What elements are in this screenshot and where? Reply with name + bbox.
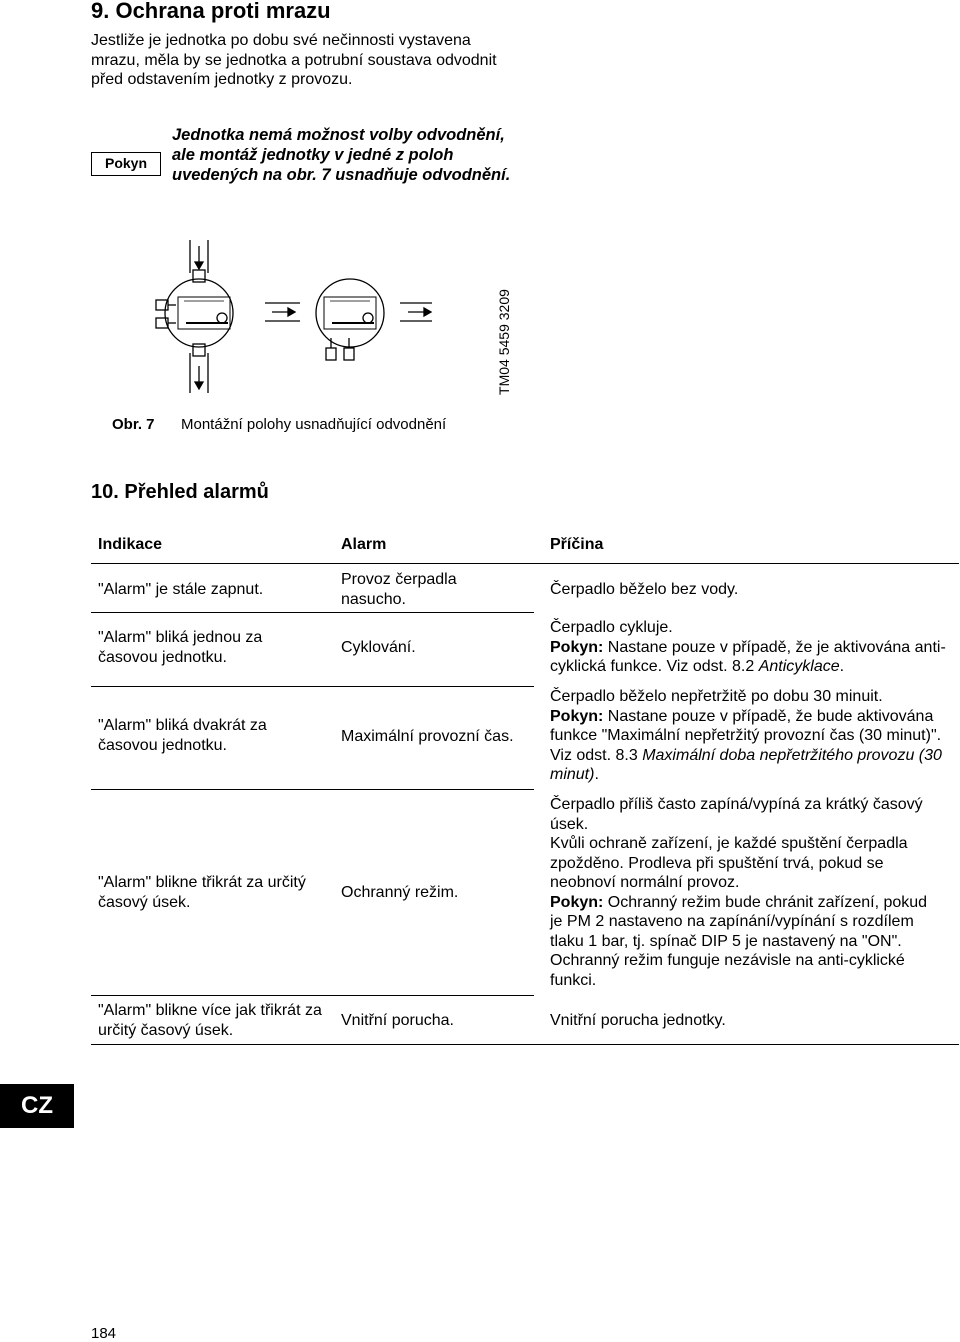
header-alarm: Alarm bbox=[341, 536, 387, 553]
row5-indication: "Alarm" blikne více jak třikrát za určitý časový úsek. bbox=[98, 1002, 322, 1039]
header-indication: Indikace bbox=[98, 536, 163, 553]
alarm-table-header bbox=[91, 527, 959, 564]
row2-cause-note bbox=[550, 638, 955, 677]
row3-pokyn-end: . bbox=[594, 766, 599, 783]
row2-pokyn-label: Pokyn: bbox=[550, 638, 604, 656]
language-badge: CZ bbox=[0, 1084, 74, 1128]
row4-cause-note bbox=[550, 893, 940, 991]
row1-indication: "Alarm" je stále zapnut. bbox=[98, 581, 264, 598]
row-divider bbox=[91, 686, 534, 687]
row1-alarm: Provoz čerpadla nasucho. bbox=[341, 571, 457, 608]
row3-alarm: Maximální provozní čas. bbox=[341, 728, 514, 745]
row4-cause-line2: Kvůli ochraně zařízení, je každé spuštění čerpadla zpožděno. Prodleva při spuštění trvá, pokud se neobnoví normální provoz. bbox=[550, 835, 908, 891]
header-cause: Příčina bbox=[550, 536, 604, 553]
section-10-title: 10. Přehled alarmů bbox=[91, 481, 269, 503]
section-9-title: 9. Ochrana proti mrazu bbox=[91, 0, 331, 23]
row2-pokyn-end: . bbox=[839, 658, 845, 675]
row-divider bbox=[91, 789, 534, 790]
row2-cause bbox=[550, 618, 955, 677]
row2-pokyn-ref: Anticyklace bbox=[758, 658, 840, 675]
row2-cause-line: Čerpadlo cykluje. bbox=[550, 619, 673, 636]
unit-vertical-drawing bbox=[156, 240, 233, 393]
mounting-positions-figure bbox=[150, 238, 440, 398]
row3-cause-note bbox=[550, 707, 955, 785]
figure-code: TM04 5459 3209 bbox=[496, 289, 512, 395]
page-number: 184 bbox=[91, 1325, 117, 1342]
row3-indication: "Alarm" bliká dvakrát za časovou jednotku. bbox=[98, 717, 267, 754]
table-bottom-rule bbox=[91, 1044, 959, 1045]
row2-alarm: Cyklování. bbox=[341, 639, 416, 656]
figure-caption-number: Obr. 7 bbox=[112, 416, 155, 433]
row3-pokyn-ref: Maximální doba nepřetržitého provozu (30 minut) bbox=[550, 746, 942, 783]
row3-pokyn-label: Pokyn: bbox=[550, 707, 604, 725]
row3-pokyn-text: Nastane pouze v případě, že bude aktivována funkce "Maximální nepřetržitý provozní čas (30 minut)". Viz odst. 8.3 bbox=[550, 707, 942, 764]
section-9-paragraph: Jestliže je jednotka po dobu své nečinnosti vystavena mrazu, měla by se jednotka a potrubní soustava odvodnit před odstavením jednotky z provozu. bbox=[91, 32, 497, 88]
row4-pokyn-label: Pokyn: bbox=[550, 893, 604, 911]
row5-alarm: Vnitřní porucha. bbox=[341, 1012, 454, 1029]
note-text: Jednotka nemá možnost volby odvodnění, ale montáž jednotky v jedné z poloh uvedených na obr. 7 usnadňuje odvodnění. bbox=[172, 126, 511, 184]
figure-caption-text: Montážní polohy usnadňující odvodnění bbox=[181, 416, 447, 433]
row4-cause-line1: Čerpadlo příliš často zapíná/vypíná za krátký časový úsek. bbox=[550, 796, 923, 833]
row1-cause: Čerpadlo běželo bez vody. bbox=[550, 581, 739, 598]
row2-indication: "Alarm" bliká jednou za časovou jednotku. bbox=[98, 629, 263, 666]
row3-cause bbox=[550, 687, 955, 785]
row4-cause bbox=[550, 795, 940, 990]
row3-cause-line: Čerpadlo běželo nepřetržitě po dobu 30 minuit. bbox=[550, 688, 883, 705]
note-label-box: Pokyn bbox=[91, 152, 161, 176]
row-divider bbox=[91, 612, 534, 613]
row4-indication: "Alarm" blikne třikrát za určitý časový úsek. bbox=[98, 874, 306, 911]
unit-horizontal-drawing bbox=[265, 279, 432, 360]
row4-alarm: Ochranný režim. bbox=[341, 884, 459, 901]
row2-pokyn-text: Nastane pouze v případě, že je aktivována anti-cyklická funkce. Viz odst. 8.2 bbox=[550, 638, 946, 675]
row5-cause: Vnitřní porucha jednotky. bbox=[550, 1012, 726, 1029]
row4-pokyn-text: Ochranný režim bude chránit zařízení, pokud je PM 2 nastaveno na zapínání/vypínání s rozdílem tlaku 1 bar, tj. spínač DIP 5 je nastavený na "ON". Ochranný režim funguje nezávisle na anti-cyklické funkci. bbox=[550, 893, 928, 989]
row-divider bbox=[91, 995, 534, 996]
